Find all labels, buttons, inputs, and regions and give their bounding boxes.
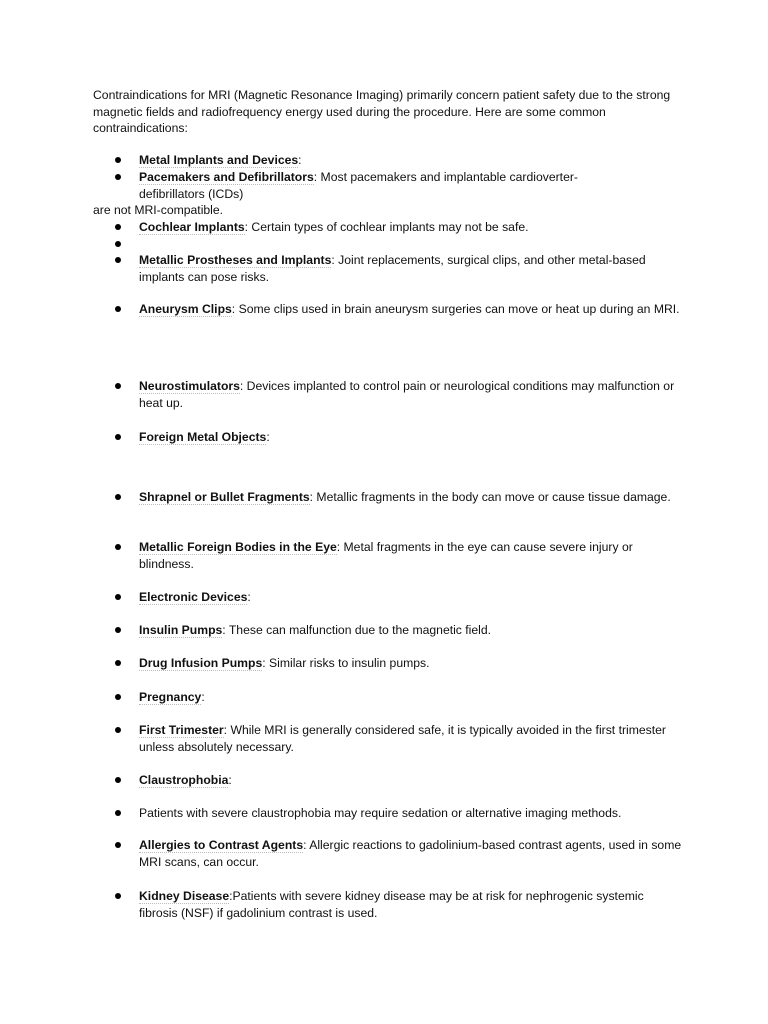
bullet bbox=[115, 544, 121, 550]
list-item-text: : Most pacemakers and implantable cardioverter-defibrillators (ICDs) bbox=[139, 170, 578, 201]
list-item bbox=[139, 301, 684, 318]
list-item-term: Kidney Disease bbox=[139, 889, 230, 903]
bullet bbox=[115, 383, 121, 389]
list-item-text: : bbox=[247, 590, 251, 604]
list-item bbox=[139, 378, 684, 411]
bullet bbox=[115, 842, 121, 848]
list-item-text: : While MRI is generally considered safe, it is typically avoided in the first trimester unless absolutely necessary. bbox=[139, 723, 666, 754]
list-item-text: : Similar risks to insulin pumps. bbox=[262, 656, 430, 670]
bullet bbox=[115, 777, 121, 783]
list-item bbox=[139, 429, 684, 446]
list-item bbox=[139, 152, 684, 169]
bullet bbox=[115, 157, 121, 163]
list-item-text: : Joint replacements, surgical clips, and other metal-based implants can pose risks. bbox=[139, 253, 646, 284]
list-item bbox=[139, 539, 684, 572]
list-item-term: Metal Implants and Devices bbox=[139, 153, 299, 167]
list-item-term: Cochlear Implants bbox=[139, 220, 245, 234]
list-item-term: Insulin Pumps bbox=[139, 623, 223, 637]
list-item-term: Shrapnel or Bullet Fragments bbox=[139, 490, 310, 504]
list-item-text: :Patients with severe kidney disease may be at risk for nephrogenic systemic fibrosis (NSF) if gadolinium contrast is used. bbox=[139, 889, 644, 920]
list-item-term: Claustrophobia bbox=[139, 773, 229, 787]
bullet bbox=[115, 434, 121, 440]
list-item-text: : Metallic fragments in the body can move or cause tissue damage. bbox=[309, 490, 671, 504]
list-item bbox=[139, 805, 684, 822]
bullet bbox=[115, 224, 121, 230]
bullet bbox=[115, 694, 121, 700]
bullet bbox=[115, 306, 121, 312]
bullet bbox=[115, 627, 121, 633]
list-item-text: : bbox=[228, 773, 232, 787]
bullet bbox=[115, 810, 121, 816]
list-item bbox=[139, 888, 684, 921]
list-item-term: First Trimester bbox=[139, 723, 224, 737]
list-item bbox=[139, 655, 684, 672]
list-item-term: Aneurysm Clips bbox=[139, 302, 232, 316]
list-item bbox=[139, 589, 684, 606]
list-item-term: Metallic Prostheses and Implants bbox=[139, 253, 332, 267]
intro-paragraph: Contraindications for MRI (Magnetic Resonance Imaging) primarily concern patient safety due to the strong magnetic fields and radiofrequency energy used during the procedure. Here are some common contraindications: bbox=[93, 88, 671, 136]
list-item bbox=[139, 489, 684, 506]
bullet bbox=[115, 257, 121, 263]
list-item-term: Neurostimulators bbox=[139, 379, 240, 393]
list-item-text: : These can malfunction due to the magnetic field. bbox=[222, 623, 492, 637]
list-item-term: Electronic Devices bbox=[139, 590, 248, 604]
list-item-term: Drug Infusion Pumps bbox=[139, 656, 263, 670]
list-item bbox=[139, 689, 684, 706]
orphan-line: are not MRI-compatible. bbox=[93, 203, 224, 217]
bullet bbox=[115, 174, 121, 180]
list-item bbox=[139, 837, 684, 870]
bullet bbox=[115, 660, 121, 666]
list-item-term: Foreign Metal Objects bbox=[139, 430, 267, 444]
list-item bbox=[139, 219, 684, 236]
list-item bbox=[139, 772, 684, 789]
list-item-text: Patients with severe claustrophobia may require sedation or alternative imaging methods. bbox=[139, 806, 622, 820]
list-item-text: : Allergic reactions to gadolinium-based contrast agents, used in some MRI scans, can occur. bbox=[139, 838, 682, 869]
list-item bbox=[139, 622, 684, 639]
bullet bbox=[115, 594, 121, 600]
list-item-text: : Metal fragments in the eye can cause severe injury or blindness. bbox=[139, 540, 633, 571]
list-item bbox=[139, 722, 684, 755]
list-item-text: : Certain types of cochlear implants may not be safe. bbox=[244, 220, 529, 234]
list-item-term: Metallic Foreign Bodies in the Eye bbox=[139, 540, 337, 554]
list-item-text: : bbox=[298, 153, 302, 167]
list-item bbox=[139, 252, 684, 285]
list-item-term: Allergies to Contrast Agents bbox=[139, 838, 304, 852]
list-item-term: Pregnancy bbox=[139, 690, 202, 704]
bullet bbox=[115, 727, 121, 733]
bullet bbox=[115, 893, 121, 899]
list-item-text: : Devices implanted to control pain or neurological conditions may malfunction or heat up. bbox=[139, 379, 675, 410]
bullet bbox=[115, 494, 121, 500]
list-item-text: : Some clips used in brain aneurysm surgeries can move or heat up during an MRI. bbox=[231, 302, 680, 316]
list-item bbox=[139, 169, 619, 202]
list-item-text: : bbox=[266, 430, 270, 444]
list-item-text: : bbox=[201, 690, 205, 704]
list-item-term: Pacemakers and Defibrillators bbox=[139, 170, 314, 184]
bullet bbox=[115, 241, 121, 247]
